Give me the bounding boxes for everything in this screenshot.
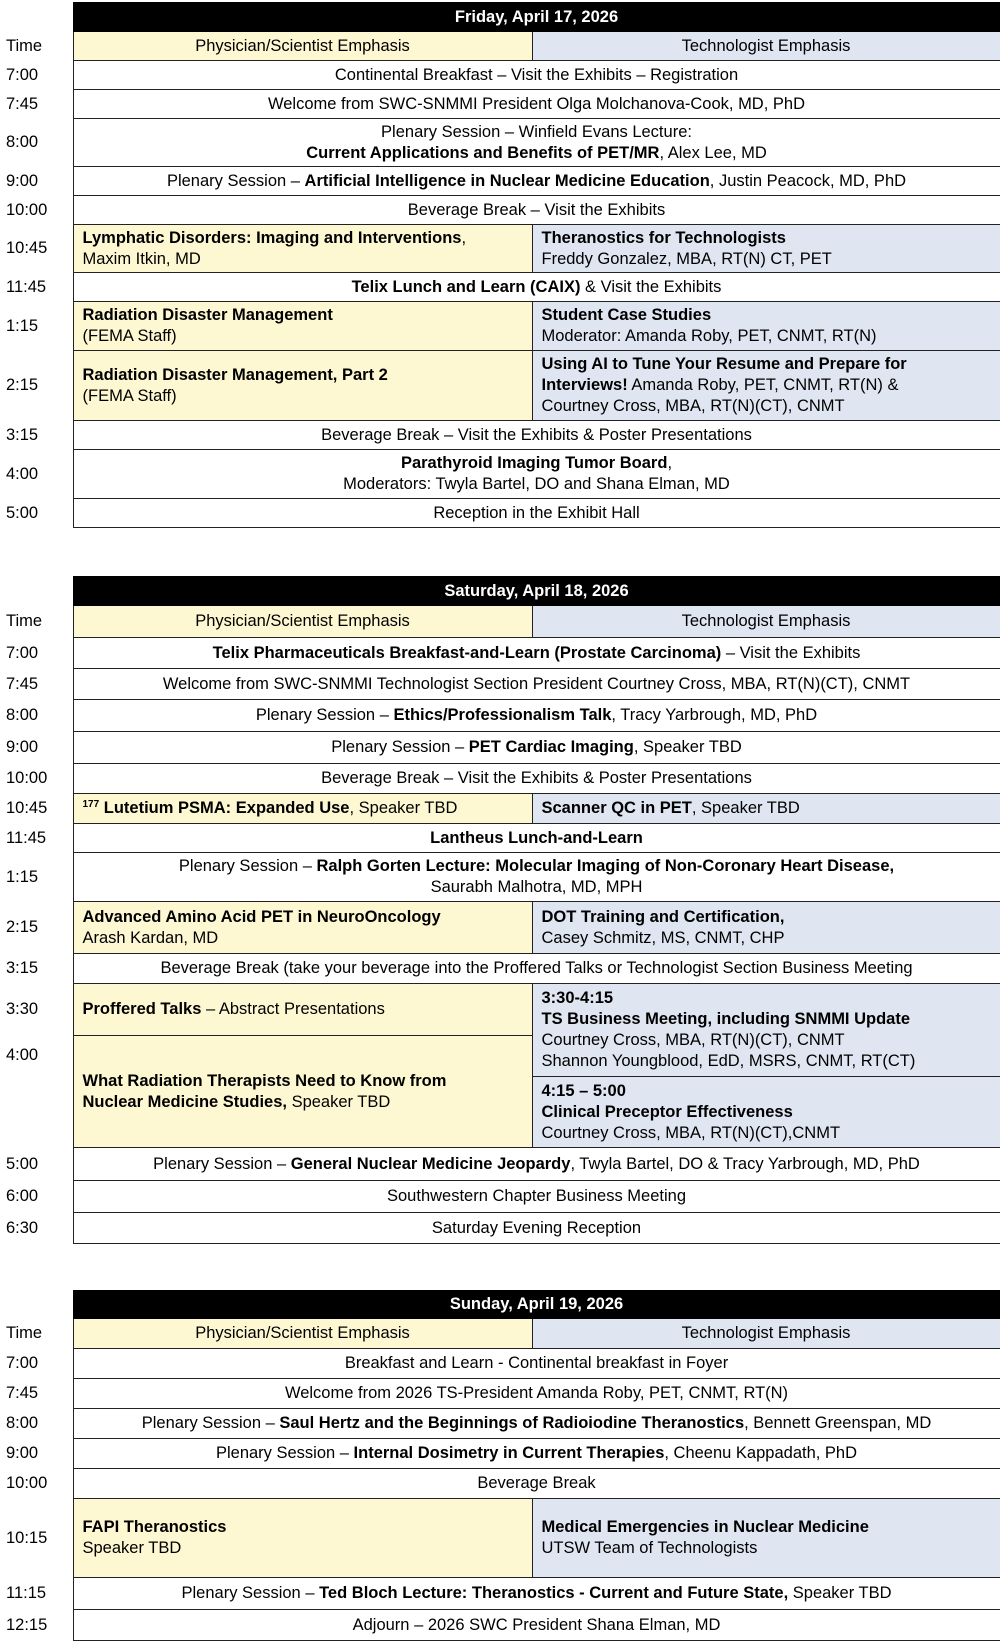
session-title: Medical Emergencies in Nuclear Medicine (541, 1518, 869, 1536)
session-speaker: , Speaker TBD (691, 799, 800, 817)
session-title: TS Business Meeting, including SNMMI Update (541, 1010, 911, 1028)
row-time: 1:15 (6, 867, 39, 886)
row-time: 6:30 (6, 1218, 39, 1237)
table-row (0, 61, 1000, 90)
session-cell: Beverage Break – Visit the Exhibits & Poster Presentations (73, 421, 1000, 450)
session-cell: Beverage Break – Visit the Exhibits (73, 196, 1000, 225)
row-time: 11:15 (6, 1584, 47, 1602)
row-time: 10:45 (6, 239, 48, 257)
session-title: Proffered Talks (82, 1000, 202, 1019)
row-time: 2:15 (6, 918, 39, 936)
row-time: 7:45 (6, 94, 39, 113)
session-cell (73, 853, 1000, 902)
table-row (0, 853, 1000, 902)
table-row (0, 638, 1000, 669)
row-time: 11:45 (6, 828, 47, 847)
table-row (0, 119, 1000, 167)
row-time: 3:30 (6, 1000, 39, 1019)
table-row (0, 1181, 1000, 1213)
row-time: 10:15 (6, 1528, 48, 1547)
session-title: Radiation Disaster Management, Part 2 (82, 365, 388, 384)
session-title: Theranostics for Technologists (541, 228, 786, 247)
technologist-session-cell (532, 302, 1000, 351)
session-speaker: Casey Schmitz, MS, CNMT, CHP (541, 928, 785, 947)
friday-schedule (0, 2, 1000, 528)
session-cell (73, 1409, 1000, 1439)
session-speaker: (FEMA Staff) (82, 327, 177, 345)
table-row (0, 1610, 1000, 1641)
session-title: Current Applications and Benefits of PET/MR (306, 143, 660, 162)
technologist-session-cell (532, 1499, 1000, 1578)
day-header-row (0, 1291, 1000, 1319)
session-title: Using AI to Tune Your Resume and Prepare for (541, 355, 907, 373)
session-speaker: , Cheenu Kappadath, PhD (664, 1444, 858, 1462)
session-prefix: Plenary Session – (215, 1444, 354, 1462)
isotope-mass-number: 177 (82, 799, 100, 810)
table-row (0, 1213, 1000, 1244)
session-title: FAPI Theranostics (82, 1518, 227, 1536)
technologist-column-label: Technologist Emphasis (532, 1319, 1000, 1349)
session-time: 4:15 – 5:00 (541, 1082, 626, 1100)
session-rest: – Visit the Exhibits (721, 643, 861, 662)
session-speaker: Speaker TBD (82, 1539, 182, 1557)
row-time: 4:00 (6, 464, 39, 483)
physician-session-cell (73, 302, 532, 351)
row-time: 9:00 (6, 738, 39, 756)
session-time: 3:30-4:15 (541, 989, 614, 1007)
technologist-column-label: Technologist Emphasis (532, 32, 1000, 61)
clinical-preceptor-block (533, 1077, 1000, 1147)
session-speaker: Courtney Cross, MBA, RT(N)(CT), CNMT (541, 1031, 845, 1049)
table-row (0, 421, 1000, 450)
table-row (0, 764, 1000, 794)
session-cell: Breakfast and Learn - Continental breakfast in Foyer (73, 1349, 1000, 1379)
session-cell (73, 450, 1000, 499)
session-speaker: , Justin Peacock, MD, PhD (709, 171, 907, 190)
session-cell: Welcome from 2026 TS-President Amanda Roby, PET, CNMT, RT(N) (73, 1379, 1000, 1409)
session-cell (73, 824, 1000, 853)
table-row (0, 1148, 1000, 1181)
session-cell: Saturday Evening Reception (73, 1213, 1000, 1244)
session-cell: Beverage Break (take your beverage into the Proffered Talks or Technologist Section Business Meeting (73, 954, 1000, 984)
time-column-label: Time (6, 36, 43, 55)
table-row (0, 273, 1000, 302)
physician-session-cell (73, 225, 532, 273)
session-title: What Radiation Therapists Need to Know from (82, 1071, 447, 1090)
technologist-column-label: Technologist Emphasis (532, 606, 1000, 638)
row-time: 2:15 (6, 376, 39, 394)
saturday-schedule (0, 576, 1000, 1244)
technologist-session-cell (532, 984, 1000, 1148)
table-row (0, 351, 1000, 421)
session-title: Telix Pharmaceuticals Breakfast-and-Learn (Prostate Carcinoma) (212, 643, 722, 662)
row-time: 12:15 (6, 1615, 48, 1634)
session-prefix: Plenary Session – (178, 857, 317, 875)
session-speaker: , Speaker TBD (633, 738, 742, 756)
session-cell (73, 700, 1000, 732)
physician-session-cell (73, 1499, 532, 1578)
column-header-row (0, 32, 1000, 61)
row-time: 1:15 (6, 316, 39, 335)
session-punct: , (667, 454, 673, 472)
row-time: 5:00 (6, 503, 39, 522)
row-time: 3:15 (6, 959, 39, 977)
session-title: Lutetium PSMA: Expanded Use (99, 799, 350, 817)
row-time: 8:00 (6, 133, 39, 151)
table-row (0, 1578, 1000, 1610)
table-row (0, 954, 1000, 984)
session-cell (73, 638, 1000, 669)
session-cell: Reception in the Exhibit Hall (73, 499, 1000, 528)
table-row (0, 1469, 1000, 1499)
table-row (0, 984, 1000, 1036)
day-header-row (0, 577, 1000, 606)
day-header: Sunday, April 19, 2026 (73, 1291, 1000, 1319)
session-cell: Beverage Break – Visit the Exhibits & Poster Presentations (73, 764, 1000, 794)
session-title: Radiation Disaster Management (82, 306, 333, 324)
session-cell: Welcome from SWC-SNMMI President Olga Molchanova-Cook, MD, PhD (73, 90, 1000, 119)
physician-column-label: Physician/Scientist Emphasis (73, 32, 532, 61)
session-line: Plenary Session – Winfield Evans Lecture: (381, 122, 692, 141)
table-row (0, 90, 1000, 119)
session-cell (73, 1578, 1000, 1610)
table-row (0, 794, 1000, 824)
session-title: Lymphatic Disorders: Imaging and Interventions (82, 228, 462, 247)
table-row (0, 225, 1000, 273)
session-title-cont: Interviews! (541, 376, 628, 394)
session-title: Ralph Gorten Lecture: Molecular Imaging of Non-Coronary Heart Disease, (316, 857, 895, 875)
table-row (0, 1379, 1000, 1409)
table-row (0, 1499, 1000, 1578)
session-prefix: Plenary Session – (141, 1414, 280, 1432)
session-speaker: Saurabh Malhotra, MD, MPH (430, 878, 643, 896)
session-cell: Welcome from SWC-SNMMI Technologist Section President Courtney Cross, MBA, RT(N)(CT), CNMT (73, 669, 1000, 700)
table-row (0, 1409, 1000, 1439)
technologist-session-cell (532, 794, 1000, 824)
session-speaker: Shannon Youngblood, EdD, MSRS, CNMT, RT(CT) (541, 1052, 916, 1070)
row-time: 8:00 (6, 706, 39, 724)
session-rest: & Visit the Exhibits (580, 277, 722, 296)
session-title: Advanced Amino Acid PET in NeuroOncology (82, 907, 441, 926)
row-time: 6:00 (6, 1187, 39, 1205)
session-cell: Beverage Break (73, 1469, 1000, 1499)
table-row (0, 499, 1000, 528)
session-speaker: Courtney Cross, MBA, RT(N)(CT),CNMT (541, 1124, 841, 1142)
table-row (0, 732, 1000, 764)
physician-session-cell (73, 902, 532, 954)
session-prefix: Plenary Session – (331, 738, 469, 756)
session-cell (73, 1148, 1000, 1181)
physician-column-label: Physician/Scientist Emphasis (73, 1319, 532, 1349)
row-time: 10:45 (6, 799, 48, 817)
row-time: 11:45 (6, 277, 47, 296)
ts-business-meeting-block (533, 984, 1000, 1077)
session-speaker: , Tracy Yarbrough, MD, PhD (611, 706, 818, 724)
session-title: Ethics/Professionalism Talk (393, 706, 612, 724)
row-time: 7:45 (6, 1384, 39, 1402)
row-time: 7:00 (6, 643, 39, 662)
session-prefix: Plenary Session – (166, 171, 305, 190)
session-title: Ted Bloch Lecture: Theranostics - Current and Future State, (319, 1584, 789, 1602)
session-speaker: Moderator: Amanda Roby, PET, CNMT, RT(N) (541, 327, 877, 345)
row-time: 10:00 (6, 200, 48, 219)
session-speaker: Maxim Itkin, MD (82, 249, 201, 268)
session-title: Telix Lunch and Learn (CAIX) (351, 277, 581, 296)
row-time: 7:00 (6, 65, 39, 84)
session-speaker: Speaker TBD (788, 1584, 892, 1602)
row-time: 4:00 (6, 1045, 39, 1064)
row-time: 7:00 (6, 1354, 39, 1372)
session-cell (73, 273, 1000, 302)
session-title: Artificial Intelligence in Nuclear Medicine Education (304, 171, 710, 190)
day-header-row (0, 3, 1000, 32)
session-title: Scanner QC in PET (541, 799, 692, 817)
physician-session-cell (73, 794, 532, 824)
session-speaker: Speaker TBD (286, 1092, 391, 1111)
session-speaker: Freddy Gonzalez, MBA, RT(N) CT, PET (541, 249, 832, 268)
session-title-cont: Nuclear Medicine Studies, (82, 1092, 287, 1111)
row-time: 3:15 (6, 425, 39, 444)
technologist-session-cell (532, 351, 1000, 421)
session-prefix: Plenary Session – (255, 706, 394, 724)
time-column-label: Time (6, 612, 43, 630)
session-speaker: , Alex Lee, MD (659, 143, 767, 162)
table-row (0, 824, 1000, 853)
session-cell (73, 732, 1000, 764)
physician-session-cell (73, 351, 532, 421)
session-cell: Southwestern Chapter Business Meeting (73, 1181, 1000, 1213)
session-cell (73, 167, 1000, 196)
table-row (0, 669, 1000, 700)
row-time: 7:45 (6, 674, 39, 693)
session-speaker: , Twyla Bartel, DO & Tracy Yarbrough, MD, PhD (570, 1154, 920, 1173)
row-time: 10:00 (6, 1474, 48, 1492)
table-row (0, 1349, 1000, 1379)
session-title: Parathyroid Imaging Tumor Board (400, 454, 668, 472)
session-rest: – Abstract Presentations (201, 1000, 385, 1019)
day-header: Saturday, April 18, 2026 (73, 577, 1000, 606)
session-speaker: , Bennett Greenspan, MD (744, 1414, 932, 1432)
sunday-schedule (0, 1290, 1000, 1641)
time-column-label: Time (6, 1324, 43, 1342)
physician-session-cell (73, 984, 532, 1036)
session-title: Saul Hertz and the Beginnings of Radioiodine Theranostics (279, 1414, 745, 1432)
session-cell: Adjourn – 2026 SWC President Shana Elman, MD (73, 1610, 1000, 1641)
table-row (0, 700, 1000, 732)
session-cell (73, 119, 1000, 167)
table-row (0, 902, 1000, 954)
table-row (0, 167, 1000, 196)
session-speaker: (FEMA Staff) (82, 386, 177, 405)
technologist-session-cell (532, 225, 1000, 273)
row-time: 9:00 (6, 1444, 39, 1462)
session-prefix: Plenary Session – (181, 1584, 320, 1602)
session-speaker: , Speaker TBD (349, 799, 458, 817)
column-header-row (0, 606, 1000, 638)
session-title: DOT Training and Certification, (541, 907, 785, 926)
session-speaker: Courtney Cross, MBA, RT(N)(CT), CNMT (541, 397, 845, 415)
session-title: Internal Dosimetry in Current Therapies (353, 1444, 665, 1462)
session-prefix: Plenary Session – (153, 1154, 291, 1173)
row-time: 10:00 (6, 769, 48, 787)
session-title: Clinical Preceptor Effectiveness (541, 1103, 793, 1121)
row-time: 9:00 (6, 171, 39, 190)
row-time: 5:00 (6, 1154, 39, 1173)
technologist-session-cell (532, 902, 1000, 954)
session-cell: Continental Breakfast – Visit the Exhibits – Registration (73, 61, 1000, 90)
session-punct: , (461, 228, 467, 247)
session-title: Student Case Studies (541, 306, 712, 324)
table-row (0, 196, 1000, 225)
column-header-row (0, 1319, 1000, 1349)
row-time: 8:00 (6, 1414, 39, 1432)
session-speaker: Moderators: Twyla Bartel, DO and Shana Elman, MD (343, 475, 730, 493)
session-speaker: Arash Kardan, MD (82, 928, 219, 947)
session-speaker: Amanda Roby, PET, CNMT, RT(N) & (627, 376, 899, 394)
session-title: Lantheus Lunch-and-Learn (430, 828, 643, 847)
physician-session-cell (73, 1036, 532, 1148)
day-header: Friday, April 17, 2026 (73, 3, 1000, 32)
physician-column-label: Physician/Scientist Emphasis (73, 606, 532, 638)
session-title: PET Cardiac Imaging (468, 738, 634, 756)
session-title: General Nuclear Medicine Jeopardy (290, 1154, 571, 1173)
table-row (0, 302, 1000, 351)
session-speaker: UTSW Team of Technologists (541, 1539, 758, 1557)
table-row (0, 450, 1000, 499)
table-row (0, 1439, 1000, 1469)
session-cell (73, 1439, 1000, 1469)
